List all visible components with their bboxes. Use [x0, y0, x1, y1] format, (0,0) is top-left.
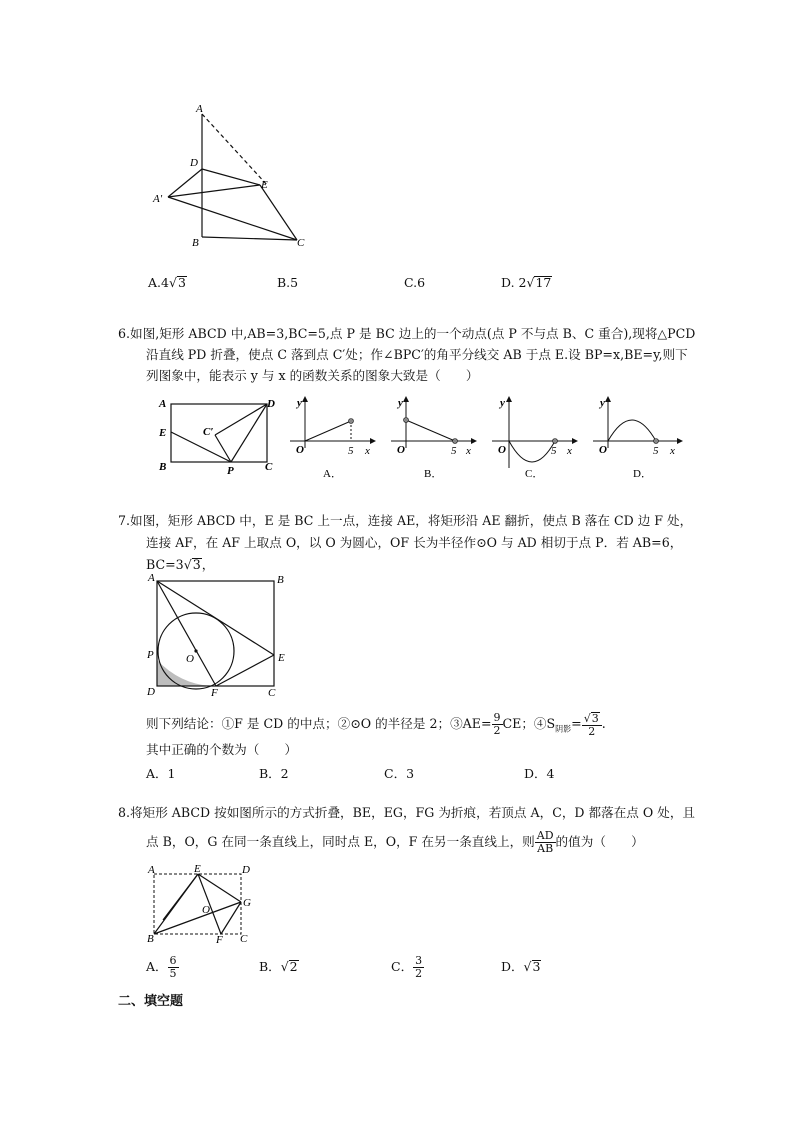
q5-label-e: E	[261, 179, 268, 191]
q6-line-2: 沿直线 PD 折叠，使点 C 落到点 C′处；作∠BPC′的角平分线交 AB 于点 E.设 BP=x,BE=y,则下	[146, 347, 688, 362]
option-radicand: 17	[535, 275, 552, 290]
q7-option-a[interactable]: A．1	[146, 766, 176, 781]
q7-line-2: 连接 AF，在 AF 上取点 O，以 O 为圆心，OF 长为半径作⊙O 与 AD 相切于点 P．若 AB=6，	[146, 535, 683, 550]
q6-figure	[155, 393, 290, 478]
x-label: x	[466, 445, 471, 457]
numerator: √3	[582, 712, 602, 726]
option-radicand: 3	[532, 959, 541, 974]
option-letter: B．	[259, 959, 281, 974]
q5-label-c: C	[297, 237, 305, 249]
q5-line-a1e	[168, 185, 260, 197]
q8-option-b[interactable]: B．√2	[259, 959, 298, 974]
option-value: 6	[417, 275, 426, 290]
numerator: 6	[169, 954, 177, 967]
q5-line-bc	[202, 237, 297, 240]
q6-label-b: B	[159, 461, 167, 473]
q8-line-1: 8.将矩形 ABCD 按如图所示的方式折叠，BE，EG，FG 为折痕，若顶点 A，C，D 都落在点 O 处，且	[118, 805, 696, 820]
five-label: 5	[551, 445, 557, 457]
q5-option-b[interactable]	[277, 275, 298, 290]
y-arrow	[605, 396, 611, 402]
q5-option-c[interactable]	[404, 275, 425, 290]
graph-option-label: A．	[323, 468, 342, 480]
q5-label-b: B	[192, 237, 199, 249]
option-letter: D．	[501, 959, 524, 974]
section-heading: 二、填空题	[118, 994, 184, 1009]
bc-text: BC=3	[146, 557, 184, 572]
conclusion-text: 则下列结论：①F 是 CD 的中点；②⊙O 的半径是 2；③AE=	[146, 716, 492, 731]
q5-option-a[interactable]: A.4√3	[148, 275, 186, 290]
q5-option-d[interactable]: D. 2√17	[501, 275, 552, 290]
q7-option-b[interactable]: B．2	[259, 766, 289, 781]
q8-option-d[interactable]: D．√3	[501, 959, 541, 974]
denominator: 2	[493, 724, 501, 737]
q6-graph-b[interactable]	[386, 393, 481, 483]
numerator: 3	[415, 954, 423, 967]
q7-option-c[interactable]: C．3	[384, 766, 415, 781]
graph-option-label: B．	[424, 468, 443, 480]
y-label: y	[297, 397, 302, 409]
q8-option-a[interactable]	[146, 952, 179, 982]
x-label: x	[670, 445, 675, 457]
denominator: AB	[537, 842, 554, 855]
q7-label-c: C	[268, 687, 276, 699]
option-letter: C.	[404, 275, 418, 290]
open-point	[349, 419, 354, 424]
q7-point-o	[194, 649, 197, 652]
q8-option-c[interactable]	[391, 952, 424, 982]
q7-label-f: F	[211, 687, 218, 699]
y-arrow	[302, 396, 308, 402]
y-label: y	[500, 397, 505, 409]
q6-line-3: 列图象中，能表示 y 与 x 的函数关系的图象大致是（ ）	[146, 368, 479, 383]
q6-graph-a[interactable]	[285, 393, 380, 483]
five-label: 5	[451, 445, 457, 457]
option-radicand: 3	[177, 275, 186, 290]
q8-label-d: D	[242, 864, 250, 876]
numerator: 9	[493, 711, 501, 724]
equals-sign: =	[571, 716, 582, 731]
q5-line-ad-dashed	[202, 114, 268, 186]
open-point	[654, 439, 659, 444]
q8-label-a: A	[148, 864, 155, 876]
y-label: y	[398, 397, 403, 409]
numerator: AD	[536, 829, 554, 842]
q8-line-bg	[154, 902, 241, 934]
y-arrow	[403, 396, 409, 402]
denominator: 2	[415, 967, 423, 980]
y-arrow	[506, 396, 512, 402]
q7-line-1: 7.如图，矩形 ABCD 中，E 是 BC 上一点，连接 AE，将矩形沿 AE 翻折，使点 B 落在 CD 边 F 处，	[118, 513, 693, 528]
q8-line-eg	[198, 874, 241, 902]
q5-figure	[150, 100, 320, 250]
q8-line-fg	[221, 902, 241, 934]
origin-label: O	[599, 444, 607, 456]
q7-question: 其中正确的个数为（ ）	[146, 742, 298, 757]
q7-figure	[142, 572, 302, 700]
open-point	[453, 439, 458, 444]
option-letter: D.	[501, 275, 515, 290]
bc-suffix: ，	[201, 557, 215, 572]
q8-line-eo	[163, 874, 198, 920]
q7-line-fe	[216, 655, 274, 686]
q5-label-a1: A′	[153, 193, 163, 205]
q7-label-o: O	[186, 653, 194, 665]
y-label: y	[600, 397, 605, 409]
graph-option-label: C．	[525, 468, 544, 480]
q7-label-e: E	[278, 652, 285, 664]
fraction-nine-halves	[492, 712, 503, 737]
q6-line-1: 6.如图,矩形 ABCD 中,AB=3,BC=5,点 P 是 BC 边上的一个动点(点 P 不与点 B、C 重合),现将△PCD	[118, 326, 696, 341]
q8-label-g: G	[243, 897, 251, 909]
origin-label: O	[296, 444, 304, 456]
origin-label: O	[498, 444, 506, 456]
x-arrow	[677, 438, 683, 444]
q6-label-a: A	[159, 398, 167, 410]
five-label: 5	[653, 445, 659, 457]
q6-label-p: P	[227, 465, 234, 477]
q7-option-d[interactable]: D．4	[524, 766, 555, 781]
radicand: 3	[591, 711, 599, 725]
q6-graph-d[interactable]	[588, 393, 688, 483]
denominator: 2	[588, 724, 596, 738]
open-point	[553, 439, 558, 444]
x-label: x	[365, 445, 370, 457]
shade-subscript: 阴影	[555, 724, 572, 734]
q5-label-d: D	[190, 157, 198, 169]
option-letter: C．	[391, 959, 414, 974]
line2-suffix: 的值为（ ）	[555, 834, 644, 849]
option-value: 2	[518, 275, 527, 290]
q8-rect-abcd	[154, 874, 241, 934]
fraction-ad-ab	[535, 830, 556, 855]
open-point	[404, 418, 409, 423]
q6-line-pd	[231, 404, 267, 462]
q8-label-b: B	[147, 933, 154, 945]
option-radicand: 2	[289, 959, 298, 974]
q5-line-de	[202, 169, 260, 185]
five-label: 5	[348, 445, 354, 457]
q8-label-c: C	[240, 933, 248, 945]
fraction-sqrt3-half	[582, 712, 602, 738]
q5-label-a: A	[196, 103, 203, 115]
conclusion-mid: CE；④S	[502, 716, 556, 731]
q8-label-f: F	[216, 934, 223, 946]
q8-label-e: E	[194, 863, 201, 875]
option-value: 4	[161, 275, 169, 290]
q8-figure	[143, 862, 263, 946]
q8-label-o: O	[202, 904, 210, 916]
q7-label-d: D	[147, 686, 155, 698]
q5-line-ec	[260, 185, 297, 240]
option-letter: A．	[146, 959, 168, 974]
period: .	[601, 716, 606, 731]
q7-label-b: B	[277, 574, 284, 586]
q6-line-c1d	[215, 404, 267, 435]
q6-label-d: D	[267, 398, 275, 410]
bc-radicand: 3	[192, 557, 201, 572]
q7-conclusions	[146, 707, 606, 743]
graph-curve	[608, 420, 656, 441]
graph-option-label: D．	[633, 468, 652, 480]
x-arrow	[370, 438, 376, 444]
q6-label-c1: C′	[203, 426, 214, 438]
x-arrow	[471, 438, 477, 444]
q8-line-2	[146, 826, 644, 860]
q6-graph-c[interactable]	[487, 393, 582, 483]
x-label: x	[567, 445, 572, 457]
q7-line-ae	[157, 581, 274, 655]
denominator: 5	[169, 967, 177, 980]
option-fraction	[413, 955, 424, 980]
q6-label-e: E	[159, 427, 167, 439]
graph-curve	[305, 421, 351, 441]
q6-label-c: C	[265, 461, 273, 473]
option-value: 5	[290, 275, 299, 290]
option-fraction	[168, 955, 179, 980]
q7-label-a: A	[148, 572, 155, 584]
q5-line-a1c	[168, 197, 297, 240]
line2-text: 点 B，O，G 在同一条直线上，同时点 E，O，F 在另一条直线上，则	[146, 834, 535, 849]
option-letter: A.	[148, 275, 162, 290]
option-letter: B.	[277, 275, 291, 290]
q7-line-3: BC=3√3，	[146, 557, 215, 572]
q7-rect-abcd	[157, 581, 274, 686]
q7-label-p: P	[147, 649, 154, 661]
graph-curve	[509, 441, 555, 462]
x-arrow	[572, 438, 578, 444]
origin-label: O	[397, 444, 405, 456]
graph-curve	[406, 420, 455, 441]
